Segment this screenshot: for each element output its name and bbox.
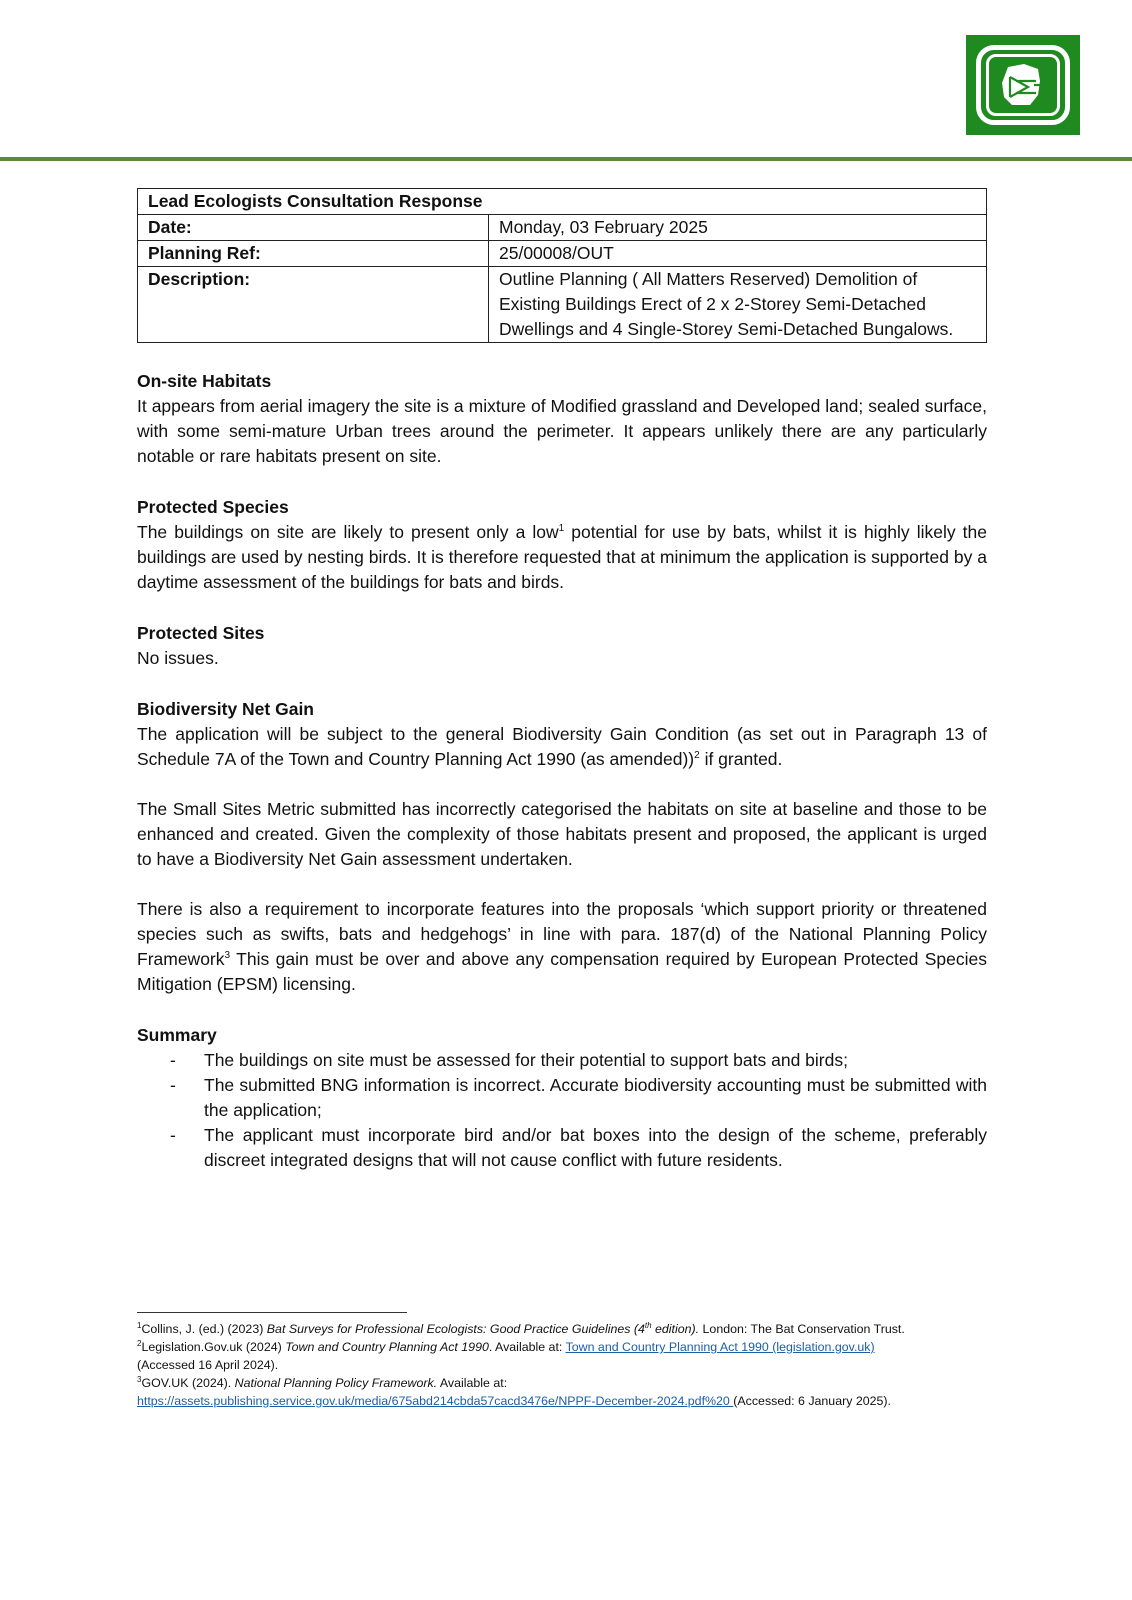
footnote-text-post: London: The Bat Conservation Trust. — [699, 1322, 905, 1336]
header-rule — [0, 157, 1132, 161]
logo-emblem-icon — [994, 61, 1052, 109]
footnote-text-post: (Accessed: 6 January 2025). — [733, 1394, 891, 1408]
footnote-text: GOV.UK (2024). — [141, 1376, 235, 1390]
table-row — [138, 215, 987, 241]
planning-ref-value: 25/00008/OUT — [489, 241, 987, 267]
footnote-text: Collins, J. (ed.) (2023) — [141, 1322, 267, 1336]
footnote-ref-1[interactable]: 1 — [558, 523, 565, 535]
list-item — [137, 1073, 987, 1123]
consultation-info-table — [137, 188, 987, 343]
footnote-title — [267, 1322, 699, 1336]
list-item — [137, 1123, 987, 1173]
footnote-1 — [137, 1320, 997, 1338]
sites-text: No issues. — [137, 648, 219, 668]
footnote-link-legislation[interactable]: Town and Country Planning Act 1990 (legislation.gov.uk) — [565, 1340, 875, 1354]
habitats-text: It appears from aerial imagery the site is a mixture of Modified grassland and Developed land; sealed surface, with some semi-mature Urban trees around the perimeter. It appears unlikely there are any particularly notable or rare habitats present on site. — [137, 396, 987, 466]
table-title-row — [138, 189, 987, 215]
bullet-dash: - — [170, 1125, 176, 1145]
species-text-a: The buildings on site are likely to present only a low — [137, 522, 559, 542]
council-logo-icon — [966, 35, 1080, 135]
bullet-dash: - — [170, 1075, 176, 1095]
footnotes — [137, 1320, 997, 1410]
footnote-text: Legislation.Gov.uk (2024) — [141, 1340, 286, 1354]
table-title: Lead Ecologists Consultation Response — [138, 189, 987, 215]
footnote-ref-3[interactable]: 3 — [224, 950, 231, 962]
section-heading-summary: Summary — [137, 1025, 217, 1045]
footnote-title-post: edition). — [651, 1322, 700, 1336]
bng-p1-b: if granted. — [699, 749, 783, 769]
bng-p3-b: This gain must be over and above any compensation required by European Protected Species Mitigation (EPSM) licensing. — [137, 949, 987, 994]
document-body — [137, 188, 987, 1173]
footnote-text-mid: Available at: — [437, 1376, 508, 1390]
footnote-2 — [137, 1338, 997, 1374]
bng-paragraph-2: The Small Sites Metric submitted has incorrectly categorised the habitats on site at baseline and those to be enhanced and created. Given the complexity of those habitats present and proposed, the applicant is urged to have a Biodiversity Net Gain assessment undertaken. — [137, 799, 987, 869]
footnote-3 — [137, 1374, 997, 1410]
footnote-number: 2 — [137, 1338, 142, 1348]
date-value: Monday, 03 February 2025 — [489, 215, 987, 241]
footnote-ref-2[interactable]: 2 — [694, 750, 700, 762]
section-heading-sites: Protected Sites — [137, 623, 265, 643]
footnote-separator — [137, 1312, 407, 1313]
footnote-title: Town and Country Planning Act 1990 — [285, 1340, 489, 1354]
summary-item-text: The applicant must incorporate bird and/or bat boxes into the design of the scheme, preferably discreet integrated designs that will not cause conflict with future residents. — [204, 1125, 987, 1170]
footnote-text-post: (Accessed 16 April 2024). — [137, 1358, 279, 1372]
bng-p1-a: The application will be subject to the general Biodiversity Gain Condition (as set out in Paragraph 13 of Schedule 7A of the Town and Country Planning Act 1990 (as amended)) — [137, 724, 987, 769]
species-text-b: potential for use by bats, whilst it is highly likely the buildings are used by nesting birds. It is therefore requested that at minimum the application is supported by a daytime assessment of the buildings for bats and birds. — [137, 522, 987, 592]
summary-list — [137, 1048, 987, 1173]
description-label: Description: — [138, 267, 489, 343]
table-row — [138, 241, 987, 267]
planning-ref-label: Planning Ref: — [138, 241, 489, 267]
footnote-number: 1 — [137, 1320, 142, 1330]
footnote-number: 3 — [137, 1374, 142, 1384]
footnote-title-text: Bat Surveys for Professional Ecologists: Good Practice Guidelines (4 — [266, 1322, 645, 1336]
table-row — [138, 267, 987, 343]
section-heading-bng: Biodiversity Net Gain — [137, 699, 314, 719]
description-value: Outline Planning ( All Matters Reserved) Demolition of Existing Buildings Erect of 2 x 2-Storey Semi-Detached Dwellings and 4 Single-Storey Semi-Detached Bungalows. — [489, 267, 987, 343]
footnote-title-sup: th — [644, 1320, 652, 1330]
section-heading-species: Protected Species — [137, 497, 289, 517]
footnote-link-nppf[interactable]: https://assets.publishing.service.gov.uk/media/675abd214cbda57cacd3476e/NPPF-December-2024.pdf%20 — [137, 1394, 734, 1408]
bullet-dash: - — [170, 1050, 176, 1070]
footnote-text-mid: . Available at: — [488, 1340, 566, 1354]
bng-paragraph-3 — [137, 897, 987, 997]
date-label: Date: — [138, 215, 489, 241]
summary-item-text: The buildings on site must be assessed for their potential to support bats and birds; — [204, 1050, 848, 1070]
bng-paragraph-1 — [137, 722, 987, 772]
species-text — [137, 520, 987, 595]
summary-item-text: The submitted BNG information is incorrect. Accurate biodiversity accounting must be submitted with the application; — [204, 1075, 987, 1120]
list-item — [137, 1048, 987, 1073]
footnote-title: National Planning Policy Framework. — [234, 1376, 438, 1390]
section-heading-habitats: On-site Habitats — [137, 371, 272, 391]
bng-p3-a: There is also a requirement to incorporate features into the proposals ‘which support priority or threatened species such as swifts, bats and hedgehogs’ in line with para. 187(d) of the National Planning Policy Framework — [137, 899, 987, 969]
